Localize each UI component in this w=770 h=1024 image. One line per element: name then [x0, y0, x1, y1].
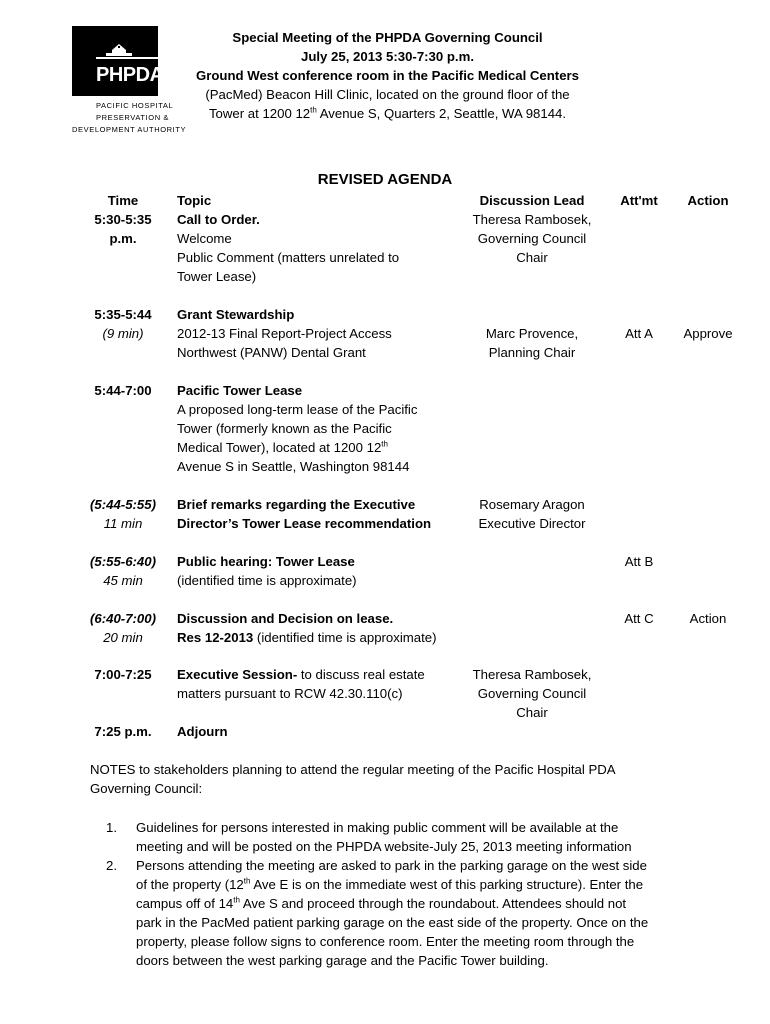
col-header-time: Time [107, 193, 139, 208]
item-1-topic: Call to Order. Welcome Public Comment (matters unrelated to Tower Lease) [177, 212, 400, 284]
item-2-topic: Grant Stewardship 2012-13 Final Report-Project Access Northwest (PANW) Dental Grant [177, 307, 392, 360]
item-6-action: Action [689, 611, 727, 626]
item-3-topic: Pacific Tower Lease A proposed long-term lease of the Pacific Tower (formerly known as the Pacific Medical Tower), located at 1200 12th Avenue S in Seattle, Washington 98144 [177, 383, 418, 474]
item-4-lead: Rosemary Aragon Executive Director [478, 497, 586, 531]
item-2-time: 5:35-5:44 (9 min) [94, 307, 152, 341]
item-2-action: Approve [683, 326, 733, 341]
phpda-logo [72, 26, 187, 134]
meeting-date: July 25, 2013 5:30-7:30 p.m. [300, 49, 474, 64]
item-1-lead: Theresa Rambosek, Governing Council Chair [472, 212, 592, 265]
item-6-time: (6:40-7:00) 20 min [90, 611, 156, 645]
logo-sub-line-1: PACIFIC HOSPITAL [96, 101, 174, 110]
col-header-attachment: Att'mt [620, 193, 658, 208]
item-6-attachment: Att C [624, 611, 654, 626]
item-5-attachment: Att B [624, 554, 654, 569]
col-header-action: Action [687, 193, 729, 208]
col-header-topic: Topic [177, 193, 212, 208]
item-8-time: 7:25 p.m. [94, 724, 152, 739]
meeting-title: Special Meeting of the PHPDA Governing Council [232, 30, 543, 45]
item-7-lead: Theresa Rambosek, Governing Council Chair [472, 667, 592, 720]
item-6-topic: Discussion and Decision on lease. Res 12-2013 (identified time is approximate) [177, 611, 437, 645]
item-7-topic: Executive Session- to discuss real estate matters pursuant to RCW 42.30.110(c) [177, 667, 425, 701]
item-1-time: 5:30-5:35 p.m. [94, 212, 152, 246]
agenda-title: REVISED AGENDA [317, 171, 453, 188]
item-5-topic: Public hearing: Tower Lease (identified time is approximate) [177, 554, 357, 588]
logo-sub-line-3: DEVELOPMENT AUTHORITY [72, 125, 187, 134]
item-5-time: (5:55-6:40) 45 min [90, 554, 156, 588]
item-3-time: 5:44-7:00 [94, 383, 152, 398]
meeting-header [185, 28, 590, 123]
logo-building-mark [72, 26, 164, 96]
col-header-lead: Discussion Lead [479, 193, 585, 208]
logo-subtitle [72, 100, 187, 136]
item-2-lead: Marc Provence, Planning Chair [485, 326, 579, 360]
item-7-time: 7:00-7:25 [94, 667, 152, 682]
meeting-location: Ground West conference room in the Pacific Medical Centers [195, 68, 580, 83]
notes-intro: NOTES to stakeholders planning to attend the regular meeting of the Pacific Hospital PDA Governing Council: [90, 762, 616, 796]
meeting-address: Tower at 1200 12th Avenue S, Quarters 2, Seattle, WA 98144. [208, 105, 567, 121]
item-4-topic: Brief remarks regarding the Executive Director’s Tower Lease recommendation [177, 497, 432, 531]
item-4-time: (5:44-5:55) 11 min [90, 497, 156, 531]
logo-sub-line-2: PRESERVATION & [96, 113, 169, 122]
item-2-attachment: Att A [625, 326, 653, 341]
item-8-topic: Adjourn [177, 724, 228, 739]
logo-wordmark: PHPDA [96, 64, 164, 86]
meeting-location-line-2: (PacMed) Beacon Hill Clinic, located on the ground floor of the [205, 87, 570, 102]
